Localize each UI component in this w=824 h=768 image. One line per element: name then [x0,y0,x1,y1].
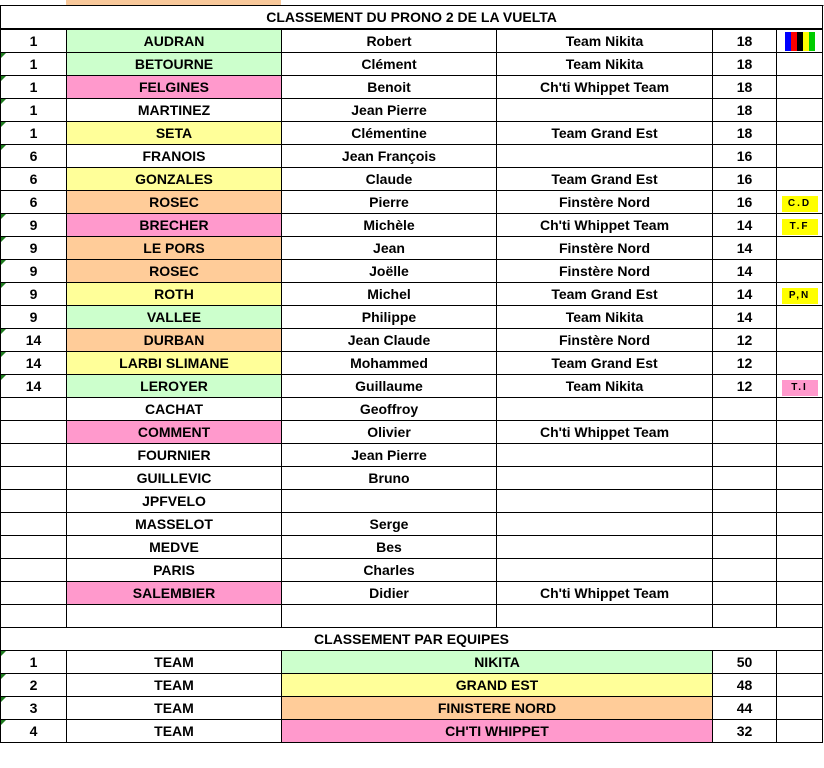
rider-team[interactable]: Finstère Nord [497,237,713,260]
teams-title-row [1,628,823,651]
rider-surname[interactable]: FELGINES [67,76,282,99]
rider-rank[interactable]: 14 [1,329,67,352]
rider-row [1,29,823,53]
rider-firstname[interactable]: Claude [282,168,497,191]
rider-rank[interactable] [1,398,67,421]
rider-firstname[interactable]: Clément [282,53,497,76]
rider-firstname[interactable]: Joëlle [282,260,497,283]
rider-firstname[interactable]: Michèle [282,214,497,237]
rider-firstname[interactable]: Geoffroy [282,398,497,421]
rider-firstname[interactable]: Bruno [282,467,497,490]
rider-surname[interactable]: BETOURNE [67,53,282,76]
rider-rank[interactable]: 9 [1,214,67,237]
empty-row [1,605,823,628]
rider-surname[interactable]: FOURNIER [67,444,282,467]
rider-rank[interactable]: 9 [1,306,67,329]
rider-firstname[interactable]: Pierre [282,191,497,214]
rider-badge: C.D [782,196,818,212]
team-points[interactable]: 48 [713,674,777,697]
rider-surname[interactable]: AUDRAN [67,29,282,53]
team-extra-cell[interactable] [777,697,823,720]
rider-badge-cell[interactable] [777,237,823,260]
rider-badge-cell[interactable] [777,168,823,191]
rider-firstname[interactable]: Charles [282,559,497,582]
rider-firstname[interactable]: Bes [282,536,497,559]
rider-points[interactable]: 18 [713,122,777,145]
team-label[interactable]: TEAM [67,651,282,674]
rider-row [1,168,823,191]
rider-row [1,99,823,122]
rider-firstname[interactable] [282,490,497,513]
team-name[interactable]: GRAND EST [282,674,713,697]
rider-team[interactable] [497,490,713,513]
rider-row [1,306,823,329]
rider-badge-cell[interactable] [777,306,823,329]
rider-team[interactable]: Finstère Nord [497,191,713,214]
rider-team[interactable] [497,467,713,490]
rider-row [1,421,823,444]
team-extra-cell[interactable] [777,720,823,743]
rider-badge-cell[interactable] [777,53,823,76]
rider-rank[interactable]: 14 [1,375,67,398]
rider-badge-cell[interactable] [777,467,823,490]
rider-team[interactable] [497,513,713,536]
rider-points[interactable]: 12 [713,375,777,398]
rider-points[interactable]: 16 [713,191,777,214]
rider-surname[interactable]: ROSEC [67,191,282,214]
rider-row [1,76,823,99]
rider-surname[interactable]: MEDVE [67,536,282,559]
rider-badge-cell[interactable] [777,329,823,352]
rider-points[interactable] [713,398,777,421]
empty-cell[interactable] [1,605,67,628]
rider-team[interactable]: Ch'ti Whippet Team [497,582,713,605]
rider-points[interactable] [713,421,777,444]
rider-badge-cell[interactable] [777,283,823,306]
rider-firstname[interactable]: Serge [282,513,497,536]
rider-surname[interactable]: PARIS [67,559,282,582]
rider-rank[interactable] [1,421,67,444]
rider-badge-cell[interactable] [777,398,823,421]
empty-cell[interactable] [777,605,823,628]
rider-team[interactable] [497,444,713,467]
rider-rank[interactable]: 9 [1,283,67,306]
empty-cell[interactable] [713,605,777,628]
rider-badge-cell[interactable] [777,99,823,122]
rider-points[interactable]: 14 [713,306,777,329]
teams-title[interactable]: CLASSEMENT PAR EQUIPES [1,628,823,651]
rider-badge-cell[interactable] [777,76,823,99]
rider-badge-cell[interactable] [777,582,823,605]
rider-points[interactable]: 12 [713,352,777,375]
rider-row [1,352,823,375]
rider-rank[interactable]: 6 [1,191,67,214]
rider-team[interactable] [497,536,713,559]
rider-surname[interactable]: LE PORS [67,237,282,260]
rider-team[interactable] [497,145,713,168]
rider-surname[interactable]: ROTH [67,283,282,306]
rider-team[interactable]: Ch'ti Whippet Team [497,214,713,237]
team-label[interactable]: TEAM [67,720,282,743]
rider-firstname[interactable]: Guillaume [282,375,497,398]
rider-team[interactable]: Team Grand Est [497,352,713,375]
rider-rank[interactable]: 14 [1,352,67,375]
team-points[interactable]: 50 [713,651,777,674]
rider-points[interactable] [713,490,777,513]
ranking-title[interactable]: CLASSEMENT DU PRONO 2 DE LA VUELTA [1,6,823,30]
rider-points[interactable] [713,513,777,536]
rider-firstname[interactable]: Michel [282,283,497,306]
rider-surname[interactable]: BRECHER [67,214,282,237]
team-name[interactable]: NIKITA [282,651,713,674]
rider-points[interactable]: 14 [713,214,777,237]
rider-row [1,467,823,490]
rider-badge-cell[interactable] [777,375,823,398]
team-name[interactable]: CH'TI WHIPPET [282,720,713,743]
rider-firstname[interactable]: Clémentine [282,122,497,145]
rider-rank[interactable] [1,582,67,605]
rider-rank[interactable]: 1 [1,29,67,53]
rider-rank[interactable] [1,559,67,582]
rider-row [1,283,823,306]
rider-row [1,398,823,421]
rider-points[interactable] [713,582,777,605]
rider-surname[interactable]: LEROYER [67,375,282,398]
rider-points[interactable]: 12 [713,329,777,352]
rider-badge-cell[interactable] [777,444,823,467]
rider-points[interactable] [713,536,777,559]
rider-badge-cell[interactable] [777,513,823,536]
rider-firstname[interactable]: Jean Pierre [282,99,497,122]
rider-row [1,260,823,283]
rider-firstname[interactable]: Mohammed [282,352,497,375]
rider-team[interactable]: Team Grand Est [497,283,713,306]
rider-row [1,513,823,536]
rider-rank[interactable]: 6 [1,168,67,191]
rider-firstname[interactable]: Jean François [282,145,497,168]
rider-badge-cell[interactable] [777,490,823,513]
rider-badge: T.F [782,219,818,235]
rider-badge-cell[interactable] [777,122,823,145]
rider-team[interactable]: Team Nikita [497,306,713,329]
ranking-sheet [0,5,823,743]
rider-surname[interactable]: LARBI SLIMANE [67,352,282,375]
rider-badge-cell[interactable] [777,214,823,237]
rider-team[interactable]: Team Nikita [497,375,713,398]
rider-firstname[interactable]: Jean [282,237,497,260]
rider-rank[interactable] [1,536,67,559]
rider-row [1,329,823,352]
rider-points[interactable] [713,467,777,490]
rider-surname[interactable]: VALLEE [67,306,282,329]
rider-rank[interactable] [1,444,67,467]
rider-team[interactable]: Team Nikita [497,29,713,53]
rider-firstname[interactable]: Robert [282,29,497,53]
rider-rank[interactable]: 1 [1,122,67,145]
rider-surname[interactable]: CACHAT [67,398,282,421]
rider-points[interactable]: 18 [713,29,777,53]
empty-cell[interactable] [497,605,713,628]
jersey-icon [785,32,815,51]
rider-firstname[interactable]: Olivier [282,421,497,444]
rider-team[interactable] [497,99,713,122]
team-rank[interactable]: 1 [1,651,67,674]
rider-badge-cell[interactable] [777,145,823,168]
team-row [1,674,823,697]
team-row [1,720,823,743]
rider-surname[interactable]: GONZALES [67,168,282,191]
team-extra-cell[interactable] [777,674,823,697]
rider-rank[interactable]: 9 [1,260,67,283]
rider-points[interactable]: 14 [713,260,777,283]
rider-badge-cell[interactable] [777,260,823,283]
rider-surname[interactable]: DURBAN [67,329,282,352]
rider-row [1,145,823,168]
team-points[interactable]: 32 [713,720,777,743]
team-row [1,697,823,720]
rider-rank[interactable]: 9 [1,237,67,260]
rider-badge-cell[interactable] [777,191,823,214]
rider-badge-cell[interactable] [777,536,823,559]
rider-team[interactable]: Finstère Nord [497,329,713,352]
empty-cell[interactable] [282,605,497,628]
rider-firstname[interactable]: Benoit [282,76,497,99]
team-rank[interactable]: 2 [1,674,67,697]
team-label[interactable]: TEAM [67,674,282,697]
rider-row [1,214,823,237]
rider-row [1,559,823,582]
rider-surname[interactable]: FRANOIS [67,145,282,168]
team-rank[interactable]: 4 [1,720,67,743]
rider-rank[interactable] [1,490,67,513]
rider-rank[interactable] [1,467,67,490]
rider-row [1,53,823,76]
rider-team[interactable]: Ch'ti Whippet Team [497,421,713,444]
rider-row [1,582,823,605]
rider-row [1,237,823,260]
rider-surname[interactable]: JPFVELO [67,490,282,513]
rider-badge: P,N [782,288,818,304]
rider-points[interactable] [713,559,777,582]
empty-cell[interactable] [67,605,282,628]
rider-row [1,191,823,214]
rider-rank[interactable] [1,513,67,536]
rider-badge-cell[interactable] [777,559,823,582]
rider-team[interactable]: Team Grand Est [497,168,713,191]
rider-row [1,122,823,145]
rider-firstname[interactable]: Jean Pierre [282,444,497,467]
rider-team[interactable]: Finstère Nord [497,260,713,283]
rider-rank[interactable]: 1 [1,76,67,99]
rider-team[interactable]: Team Nikita [497,53,713,76]
rider-firstname[interactable]: Jean Claude [282,329,497,352]
rider-surname[interactable]: SETA [67,122,282,145]
rider-team[interactable]: Team Grand Est [497,122,713,145]
rider-badge-cell[interactable] [777,29,823,53]
rider-row [1,490,823,513]
rider-surname[interactable]: GUILLEVIC [67,467,282,490]
rider-badge: T.I [782,380,818,396]
team-extra-cell[interactable] [777,651,823,674]
rider-rank[interactable]: 1 [1,99,67,122]
team-points[interactable]: 44 [713,697,777,720]
rider-team[interactable]: Ch'ti Whippet Team [497,76,713,99]
rider-surname[interactable]: ROSEC [67,260,282,283]
rider-row [1,375,823,398]
rider-points[interactable]: 16 [713,145,777,168]
jersey-stripe [809,32,815,51]
rider-points[interactable]: 18 [713,53,777,76]
rider-surname[interactable]: MASSELOT [67,513,282,536]
rider-badge-cell[interactable] [777,421,823,444]
rider-points[interactable]: 14 [713,283,777,306]
rider-points[interactable]: 14 [713,237,777,260]
rider-row [1,536,823,559]
team-row [1,651,823,674]
rider-row [1,444,823,467]
rider-surname[interactable]: SALEMBIER [67,582,282,605]
rider-badge-cell[interactable] [777,352,823,375]
rider-rank[interactable]: 1 [1,53,67,76]
team-rank[interactable]: 3 [1,697,67,720]
rider-points[interactable]: 18 [713,76,777,99]
title-row [1,6,823,30]
rider-surname[interactable]: COMMENT [67,421,282,444]
rider-firstname[interactable]: Didier [282,582,497,605]
team-name[interactable]: FINISTERE NORD [282,697,713,720]
rider-rank[interactable]: 6 [1,145,67,168]
team-label[interactable]: TEAM [67,697,282,720]
rider-team[interactable] [497,559,713,582]
rider-team[interactable] [497,398,713,421]
rider-surname[interactable]: MARTINEZ [67,99,282,122]
rider-firstname[interactable]: Philippe [282,306,497,329]
rider-points[interactable] [713,444,777,467]
rider-points[interactable]: 18 [713,99,777,122]
rider-points[interactable]: 16 [713,168,777,191]
